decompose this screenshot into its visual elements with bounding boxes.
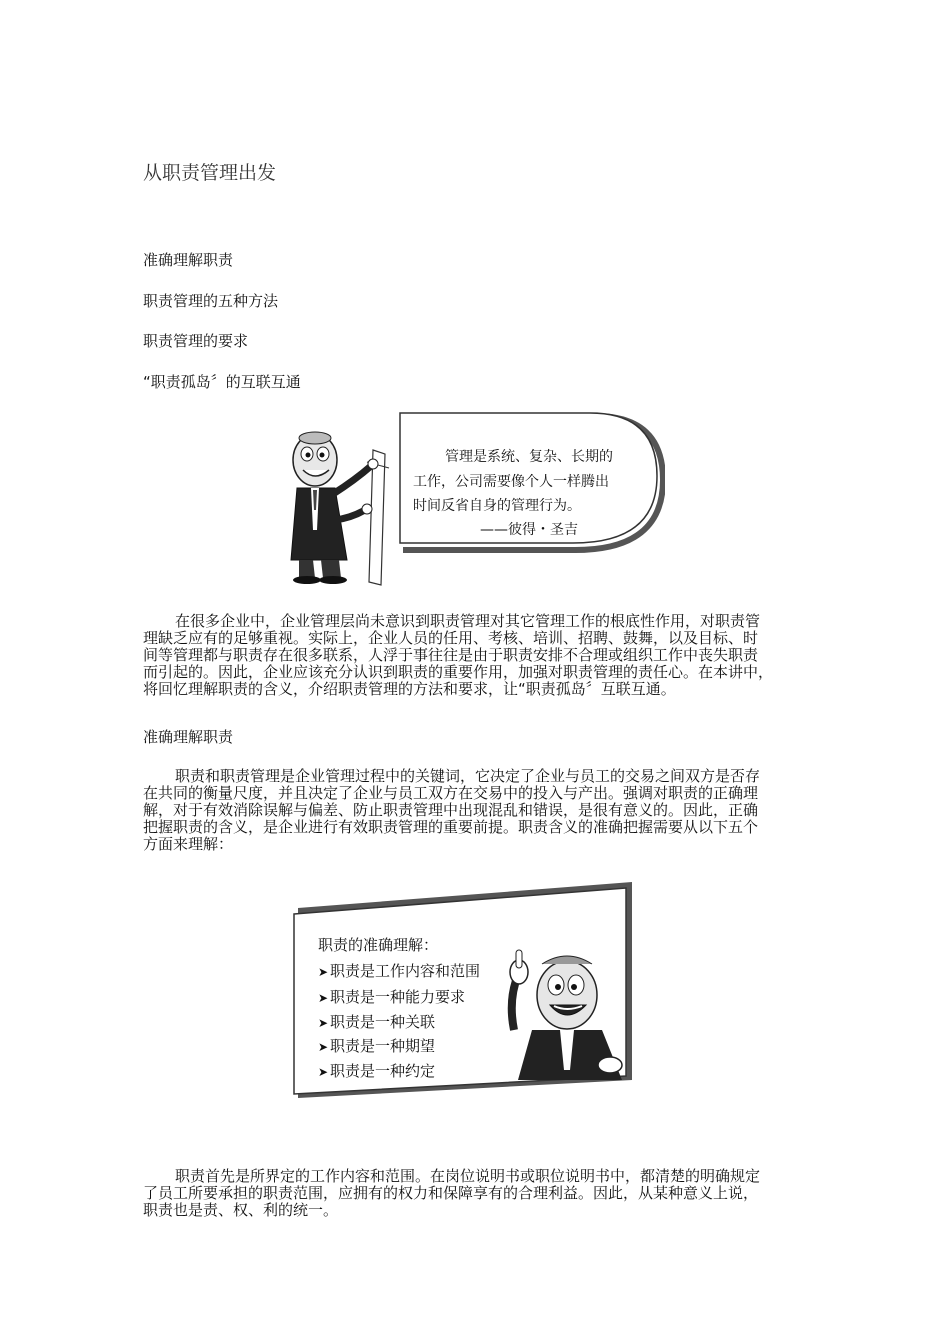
quote-line: 管理是系统、复杂、长期的: [445, 449, 613, 465]
toc-item[interactable]: 职责管理的要求: [143, 332, 249, 350]
document-title: 从职责管理出发: [143, 162, 277, 184]
toc-item[interactable]: 职责管理的五种方法: [143, 292, 279, 310]
arrow-bullet-icon: ➤: [318, 1016, 329, 1030]
panel-list-item: ➤ 职责是一种期望: [318, 1037, 436, 1055]
arrow-bullet-icon: ➤: [318, 991, 329, 1005]
panel-list-item: ➤ 职责是一种能力要求: [318, 988, 466, 1006]
section-paragraph: 职责和职责管理是企业管理过程中的关键词，它决定了企业与员工的交易之间双方是否存 在共同的衡量尺度，并且决定了企业与员工双方在交易中的投入与产出。强调对职责的正确理 解，对于有效消除误解与偏差、防止职责管理中出现混乱和错误，是很有意义的。因此，正确 把握职责的含义，是企业进行有效职责管理的重要前提。职责含义的准确把握需要从以下五个 方面来理解：: [143, 767, 761, 853]
panel-list-item: ➤ 职责是一种关联: [318, 1013, 436, 1031]
arrow-bullet-icon: ➤: [318, 1065, 329, 1079]
intro-paragraph: 在很多企业中，企业管理层尚未意识到职责管理对其它管理工作的根底性作用，对职责管 理缺乏应有的足够重视。实际上，企业人员的任用、考核、培训、招聘、鼓舞，以及目标、时 间等管理都与职责存在很多联系，人浮于事往往是由于职责安排不合理或组织工作中丧失职责 而引起的。因此，企业应该充分认识到职责的重要作用，加强对职责管理的责任心。在本讲中， 将回忆理解职责的含义，介绍职责管理的方法和要求，让“职责孤岛〞互联互通。: [143, 612, 774, 698]
panel-title: 职责的准确理解：: [318, 936, 439, 954]
section-heading: 准确理解职责: [143, 728, 234, 746]
closing-paragraph: 职责首先是所界定的工作内容和范围。在岗位说明书或职位说明书中，都清楚的明确规定 了员工所要承担的职责范围，应拥有的权力和保障享有的合理利益。因此，从某种意义上说， 职责也是责、权、利的统一。: [143, 1167, 761, 1219]
quote-line: 时间反省自身的管理行为。: [413, 498, 581, 514]
toc-item[interactable]: 准确理解职责: [143, 251, 234, 269]
arrow-bullet-icon: ➤: [318, 1040, 329, 1054]
quote-author: ——彼得・圣吉: [480, 522, 578, 538]
arrow-bullet-icon: ➤: [318, 965, 329, 979]
panel-list-item: ➤ 职责是一种约定: [318, 1062, 436, 1080]
toc-item[interactable]: “职责孤岛〞的互联互通: [143, 373, 301, 391]
quote-line: 工作，公司需要像个人一样腾出: [413, 474, 609, 490]
panel-list-item: ➤ 职责是工作内容和范围: [318, 962, 481, 980]
